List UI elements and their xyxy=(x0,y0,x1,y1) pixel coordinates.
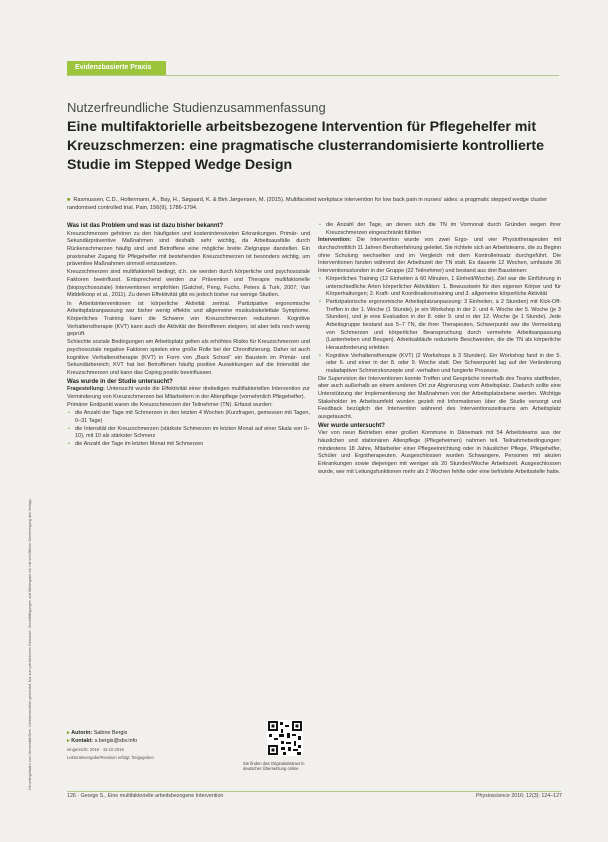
list-item: • die Anzahl der Tage im letzten Monat mit Schmerzen xyxy=(75,441,310,449)
paragraph xyxy=(318,237,561,275)
list-item: • die Intensität der Kreuzschmerzen (stärkste Schmerzen im letzten Monat auf einer Skala von 0–10), mit 10 als stärkster Schmerz xyxy=(75,426,310,441)
list-item: • Körperliches Training (12 Einheiten à 60 Minuten, 1 Einheit/Woche). Ziel war die Einführung in unterschiedliche Arten körperlicher Aktivitäten: 1. Bewusstsein für den eigenen Körper und für Körperhaltungen; 2. Kraft- und Koordinationstraining und 3. allgemeine körperliche Aktivität xyxy=(326,276,561,299)
outcome-list-continued xyxy=(318,222,561,237)
outcome-list xyxy=(67,410,310,448)
author-line xyxy=(67,730,187,738)
paragraph: Schlechte soziale Bedingungen am Arbeitsplatz gelten als erhöhtes Risiko für Kreuzschmerzen und psychosoziale negative Faktoren spielen eine große Rolle bei der Chronifizierung. Daher ist auch kognitive Verhaltenstherapie (KVT) in Form von „Back School“ ein Baustein im Primär- und Sekundärbereich; KVT hat bei Betroffenen häufig positive Auswirkungen auf die Intensität der Kreuzschmerzen und kann das Coping positiv beeinflussen. xyxy=(67,339,310,376)
qr-code-icon[interactable] xyxy=(267,720,303,756)
list-item: • die Anzahl der Tage, an denen sich die TN im Vormonat durch Gründen wegen ihrer Kreuzschmerzen eingeschränkt fühlten xyxy=(326,222,561,237)
lead-label: Intervention: xyxy=(318,237,352,244)
paragraph: Vier von neun Betrieben einer großen Kommune in Dänemark mit 54 Arbeitsteams aus der häuslichen und stationären Altenpflege (Pflegeheimen) nahmen teil. Teilnahmebedingungen: mindestens 18 Jahre, Mitarbeiter einer Pflegeeinrichtung oder in häuslicher Pflege, Pflegehelfer, Schüler und Ergotherapeuten. Ausgeschlossen wurden Schwangere, Personen mit akuten Erkrankungen sowie diejenigen mit weniger als 20 Stunden/Woche Arbeitszeit. Ausgeschlossen wurde, wer mit Leitungsfunktionen mehr als 2 Wochen fehlte oder eine befristete Arbeitsstelle hatte. xyxy=(318,430,561,475)
top-rule xyxy=(67,75,559,76)
paragraph xyxy=(67,386,310,401)
list-item: • die Anzahl der Tage mit Schmerzen in den letzten 4 Wochen (Kurzfragen, gemessen mit Tagen, 0–31 Tage) xyxy=(75,410,310,425)
contact-email[interactable]: s.bergis@sbv.info xyxy=(94,737,138,744)
arrow-icon: ▸ xyxy=(67,730,70,736)
list-item: • Partizipatorische ergonomische Arbeitsplatzanpassung: 3 Einheiten, à 2 Stunden) mit Kick-Off-Treffen in der 1. Woche (1 Stunde), je ein Workshop in der 2. und 4. Woche der 5. Woche (je 3 Stunden), und je eine Evaluation in der 8. oder 9. und in der 12. Woche (je 1 Stunde). Jede Arbeitsgruppe bestand aus 5–7 TN, die ihrer Therapeuten, Schwerpunkt war die Vermeidung von Schmerzen und körperlicher Beanspruchung durch vermehrte Arbeitsanpassung (Lastenheben und Beugen). Arbeitsabläufe reduzierte Beschwerden, die die TN als körperliche Herausforderung erlebten xyxy=(326,299,561,353)
arrow-icon: ▸ xyxy=(67,737,70,744)
contact-line xyxy=(67,738,187,746)
citation xyxy=(67,196,559,212)
paragraph-text: Die Intervention wurde von zwei Ergo- und vier Physiotherapeuten mit durchschnittlich 11 Jahren Berufserfahrung geleitet. Sie richtete sich an Arbeitsteams, die zu Beginn ohne Schulung wechselten und im Vergleich mit dem Kontrolleinsatz durchgeführt. Die Interventionen fanden während der Arbeitszeit der TN statt. Es dauerte 12 Wochen, umfasste 36 Interventionsstunden in der Gruppe (22 Teilnehmer) und bestand aus drei Bausteinen: xyxy=(318,237,561,274)
footer-rule xyxy=(67,791,561,792)
left-column xyxy=(67,222,310,449)
paragraph-text: Untersucht wurde die Effektivität einer dreiteiligen multifaktoriellen Intervention zur Verminderung von Kreuzschmerzen bei Mitarbeitern in der Altenpflege (vornehmlich Pflegehelfer). xyxy=(67,386,310,400)
author-name: Sabine Bergis xyxy=(93,730,128,736)
review-note: Lektoratsvergabe/Revision erfolgt: freigegeben xyxy=(67,754,154,760)
list-item: • Kognitive Verhaltenstherapie (KVT) (2 Workshops à 3 Stunden). Ein Workshop fand in der 5. oder 6. und einer in der 8. oder 9. Woche statt. Der Schwerpunkt lag auf der Veränderung maladaptiver Schmerzkonzepte und -verhalten und fungierte Prozesse. xyxy=(326,353,561,376)
article-title: Eine multifaktorielle arbeitsbezogene Intervention für Pflegehelfer mit Kreuzschmerzen: eine pragmatische clusterrandomisierte kontrollierte Studie im Stepped Wedge Design xyxy=(67,119,545,173)
footer-right: Physioscience 2016; 12(3): 124–127 xyxy=(476,793,562,799)
paragraph: Die Supervision der Interventionen konnte Treffen und Gespräche innerhalb des Teams stattfinden, aber auch außerhalb an einem anderen Ort zur Abgrenzung vom Arbeitsplatz. Dadurch sollte eine Unterstützung der Implementierung der Maßnahmen von der Arbeitsplatzebene werden. Wichtige Stakeholder im Arbeitsumfeld wurden gezielt mit Informationen über die Studie versorgt und Feedback bezüglich der Intervention während des Interventionszeitraums am Arbeitsplatz ausgetauscht. xyxy=(318,375,561,420)
heading-problem: Was ist das Problem und was ist dazu bisher bekannt? xyxy=(67,223,224,229)
heading-participants: Wer wurde untersucht? xyxy=(318,422,385,429)
section-badge: Evidenzbasierte Praxis xyxy=(67,61,166,75)
side-copyright-text: Heruntergeladen von: Universität Bern. Urheberrechtlich geschützt. Nur zum persönlichen Gebrauch. Vervielfältigungen und Weitergabe nur mit schriftlicher Genehmigung des Verlags. xyxy=(28,498,32,790)
right-column xyxy=(318,222,561,477)
paragraph: Kreuzschmerzen gehören zu den häufigsten und kostenintensivsten Erkrankungen. Primär- und Sekundärpräventive Maßnahmen sind deshalb sehr wichtig, da Arbeitsausfälle durch Rückenschmerzen häufig sind und Betroffene eine mögliche breite Zielgruppe darstellen. Ein praxisnaher Zugang für Pflegehelfer mit bestehenden Kreuzschmerzen ist besonders wichtig, um präventive Maßnahmen sinnvoll einzusetzen. xyxy=(67,230,310,268)
contact-label: Kontakt: xyxy=(71,737,94,744)
author-info xyxy=(67,730,187,760)
footer-left: 126 · George S., Eine multifaktorielle arbeitsbezogene Intervention xyxy=(67,793,224,799)
paragraph: In Arbeitsinterventionen ist körperliche Aktivität zentral. Partizipative ergonomische Arbeitsplatzanpassung war bisher wenig effektiv und allgemeine muskuloskelettale Symptome. Körperliches Training kann die Schwere von Kreuzschmerzen reduzieren. Kognitive Verhaltenstherapie (KVT) kann auch die Aktivität der Betroffenen steigern, ist aber teils noch wenig geprüft. xyxy=(67,300,310,338)
lead-label: Fragestellung: xyxy=(67,386,105,393)
author-label: Autorin: xyxy=(71,730,93,736)
paragraph: Kreuzschmerzen sind multifaktoriell bedingt, d.h. sie werden durch körperliche und psychosoziale Faktoren beeinflusst. Entsprechend werden zur Prävention und Therapie multifaktorielle (biopsychosoziale) Interventionen empfohlen (Gatchel, Peng, Fuchs, Peters & Turk, 2007; Van Middelkoop et al., 2011). Zu deren Effektivität gibt es jedoch bisher nur wenige Studien. xyxy=(67,269,310,299)
submission-note: eingereicht: 2016 · 15.10.2016 xyxy=(67,747,124,752)
citation-bullet-icon: ■ xyxy=(67,197,71,203)
qr-caption: Sie finden das Originalabstract in deutscher Übersetzung online xyxy=(243,761,305,772)
citation-text: Rasmussen, C.D., Holtermann, A., Bay, H., Søgaard, K. & Birk Jørgensen, M. (2015). Multifaceted workplace intervention for low back pain in nurses' aides: a pragmatic stepped wedge cluster randomised controlled trial. Pain, 156(9), 1786-1794. xyxy=(67,197,547,211)
heading-study: Was wurde in der Studie untersucht? xyxy=(67,378,173,385)
paragraph: Primärer Endpunkt waren die Kreuzschmerzen der Teilnehmer (TN). Erfasst wurden: xyxy=(67,402,273,409)
kicker: Nutzerfreundliche Studienzusammenfassung xyxy=(67,100,326,115)
author-box xyxy=(67,720,310,790)
intervention-list xyxy=(318,276,561,376)
